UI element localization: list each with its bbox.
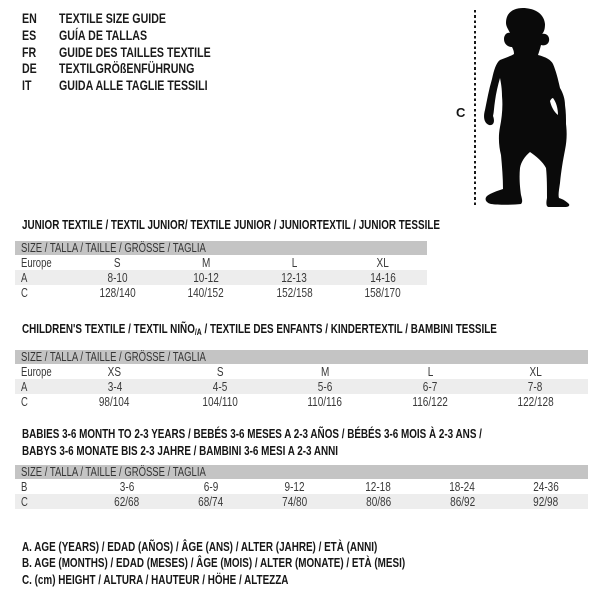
table-cell	[250, 271, 339, 285]
cell-text: 62/68	[114, 494, 140, 509]
table-cell	[339, 286, 428, 300]
table-cell	[169, 480, 253, 494]
size-header-row	[15, 241, 427, 255]
table-cell	[378, 395, 483, 409]
language-label-text: GUIDA ALLE TAGLIE TESSILI	[59, 77, 208, 94]
language-code	[22, 44, 59, 60]
table-cell	[62, 365, 167, 379]
language-row-de	[22, 60, 259, 77]
cell-text: 122/128	[517, 394, 554, 409]
footnotes	[22, 538, 526, 588]
table-cell	[73, 256, 162, 270]
cell-text: 5-6	[317, 379, 333, 394]
table-cell	[250, 286, 339, 300]
table-row-europe	[15, 364, 588, 379]
language-code-text: IT	[22, 77, 32, 94]
row-label	[15, 395, 62, 409]
table-cell	[483, 365, 588, 379]
table-cell	[483, 380, 588, 394]
table-cell	[167, 395, 272, 409]
cell-text: 86/92	[449, 494, 475, 509]
cell-text: 12-13	[281, 270, 308, 285]
row-label	[15, 256, 73, 270]
cell-text: L	[427, 364, 433, 379]
language-code-text: ES	[22, 27, 37, 44]
table-cell	[339, 256, 428, 270]
cell-text: 116/122	[412, 394, 448, 409]
table-cell	[504, 480, 588, 494]
cell-text: 158/170	[364, 285, 401, 300]
table-cell	[253, 495, 337, 509]
cell-text: S	[113, 255, 121, 270]
row-label-text: B	[21, 479, 28, 494]
children-title-subscript: /A	[194, 327, 202, 337]
footnote-c-text: C. (cm) HEIGHT / ALTURA / HAUTEUR / HÖHE / ALTEZZA	[22, 571, 289, 587]
table-cell	[336, 480, 420, 494]
language-code-text: FR	[22, 43, 37, 60]
table-cell	[167, 365, 272, 379]
size-header-text: SIZE / TALLA / TAILLE / GRÖSSE / TAGLIA	[21, 350, 206, 364]
language-label-text: TEXTILE SIZE GUIDE	[59, 10, 167, 27]
language-label-text: TEXTILGRÖßENFÜHRUNG	[59, 60, 195, 77]
language-code	[22, 10, 59, 26]
cell-text: 98/104	[99, 394, 130, 409]
table-cell	[378, 365, 483, 379]
table-row-age	[15, 270, 427, 285]
table-cell	[169, 495, 253, 509]
language-row-fr	[22, 43, 259, 60]
table-row-months	[15, 479, 588, 494]
language-label	[59, 77, 254, 93]
size-header-row	[15, 350, 588, 364]
cell-text: 3-6	[119, 479, 135, 494]
babies-section-title-line2	[22, 443, 438, 458]
babies-title-line2-text: BABYS 3-6 MONATE BIS 2-3 JAHRE / BAMBINI 3-6 MESI A 2-3 ANNI	[22, 443, 339, 458]
size-header-text: SIZE / TALLA / TAILLE / GRÖSSE / TAGLIA	[21, 465, 206, 479]
table-cell	[167, 380, 272, 394]
table-cell	[162, 286, 251, 300]
junior-title-text: JUNIOR TEXTILE / TEXTIL JUNIOR/ TEXTILE JUNIOR / JUNIORTEXTIL / JUNIOR TESSILE	[22, 217, 440, 232]
cell-text: 24-36	[533, 479, 559, 494]
cell-text: 12-18	[365, 479, 392, 494]
cell-text: 10-12	[192, 270, 219, 285]
junior-size-table	[15, 241, 427, 300]
language-label	[59, 44, 259, 60]
baby-silhouette-icon	[478, 2, 582, 212]
row-label	[15, 480, 85, 494]
table-cell	[85, 495, 169, 509]
footnote-a-text: A. AGE (YEARS) / EDAD (AÑOS) / ÂGE (ANS) / ALTER (JAHRE) / ETÀ (ANNI)	[22, 538, 378, 554]
table-cell	[73, 271, 162, 285]
cell-text: 92/98	[533, 494, 559, 509]
row-label	[15, 271, 73, 285]
language-row-en	[22, 10, 259, 27]
cell-text: 6-7	[422, 379, 438, 394]
babies-size-table	[15, 465, 588, 509]
table-cell	[504, 495, 588, 509]
table-row-height	[15, 494, 588, 509]
table-cell	[253, 480, 337, 494]
cell-text: 18-24	[449, 479, 476, 494]
language-row-es	[22, 27, 259, 44]
language-label	[59, 10, 200, 26]
cell-text: M	[320, 364, 330, 379]
table-cell	[272, 380, 377, 394]
table-row-europe	[15, 255, 427, 270]
row-label-text: A	[21, 379, 28, 394]
row-label-text: C	[21, 394, 28, 409]
cell-text: 110/116	[307, 394, 343, 409]
cell-text: 8-10	[107, 270, 128, 285]
junior-section-title	[22, 217, 572, 232]
row-label-text: C	[21, 285, 28, 300]
cell-text: 68/74	[198, 494, 224, 509]
language-label	[59, 27, 175, 43]
table-cell	[250, 256, 339, 270]
cell-text: XL	[529, 364, 542, 379]
babies-title-line1-text: BABIES 3-6 MONTH TO 2-3 YEARS / BEBÉS 3-6 MESES A 2-3 AÑOS / BÉBÉS 3-6 MOIS À 2-3 ANS /	[22, 426, 482, 441]
table-cell	[272, 365, 377, 379]
row-label-text: Europe	[21, 255, 52, 270]
height-measure-dashed-line	[474, 10, 476, 206]
footnote-a	[22, 538, 526, 555]
language-code-text: EN	[22, 10, 37, 27]
cell-text: 7-8	[528, 379, 543, 394]
table-cell	[85, 480, 169, 494]
table-cell	[272, 395, 377, 409]
row-label-text: C	[21, 494, 28, 509]
cell-text: XL	[376, 255, 389, 270]
language-row-it	[22, 77, 259, 94]
cell-text: 74/80	[282, 494, 308, 509]
cell-text: S	[216, 364, 224, 379]
cell-text: M	[201, 255, 210, 270]
footnote-c	[22, 571, 526, 588]
table-cell	[336, 495, 420, 509]
language-label	[59, 60, 237, 76]
language-code	[22, 27, 59, 43]
children-section-title	[22, 321, 600, 337]
cell-text: 3-4	[107, 379, 122, 394]
cell-text: 140/152	[187, 285, 224, 300]
cell-text: XS	[107, 364, 122, 379]
children-size-table	[15, 350, 588, 409]
table-cell	[162, 271, 251, 285]
language-label-text: GUIDE DES TAILLES TEXTILE	[59, 43, 211, 60]
size-header-text: SIZE / TALLA / TAILLE / GRÖSSE / TAGLIA	[21, 241, 206, 255]
row-label-text: A	[21, 270, 28, 285]
children-title-part1: CHILDREN'S TEXTILE / TEXTIL NIÑO	[22, 321, 195, 336]
table-cell	[62, 395, 167, 409]
language-code	[22, 77, 59, 93]
table-cell	[162, 256, 251, 270]
table-row-height	[15, 285, 427, 300]
table-cell	[420, 480, 504, 494]
table-cell	[483, 395, 588, 409]
table-row-age	[15, 379, 588, 394]
row-label	[15, 365, 62, 379]
cell-text: 6-9	[203, 479, 218, 494]
language-code-text: DE	[22, 60, 37, 77]
table-row-height	[15, 394, 588, 409]
row-label-text: Europe	[21, 364, 52, 379]
cell-text: L	[291, 255, 298, 270]
cell-text: 4-5	[212, 379, 228, 394]
cell-text: 14-16	[369, 270, 396, 285]
babies-section-title-line1	[22, 426, 600, 441]
children-title-text	[22, 321, 497, 337]
children-title-part2: / TEXTILE DES ENFANTS / KINDERTEXTIL / BAMBINI TESSILE	[201, 321, 497, 336]
size-header-row	[15, 465, 588, 479]
language-label-text: GUÍA DE TALLAS	[59, 27, 148, 44]
cell-text: 104/110	[202, 394, 238, 409]
cell-text: 152/158	[276, 285, 313, 300]
measure-label-c: C	[456, 105, 466, 120]
language-legend	[22, 10, 259, 93]
language-code	[22, 60, 59, 76]
table-cell	[339, 271, 428, 285]
row-label	[15, 380, 62, 394]
footnote-b	[22, 555, 526, 572]
table-cell	[62, 380, 167, 394]
table-cell	[73, 286, 162, 300]
footnote-b-text: B. AGE (MONTHS) / EDAD (MESES) / ÂGE (MOIS) / ALTER (MONATE) / ETÀ (MESI)	[22, 555, 406, 571]
table-cell	[378, 380, 483, 394]
row-label	[15, 495, 85, 509]
cell-text: 9-12	[284, 479, 305, 494]
table-cell	[420, 495, 504, 509]
cell-text: 128/140	[99, 285, 136, 300]
row-label	[15, 286, 73, 300]
cell-text: 80/86	[365, 494, 391, 509]
